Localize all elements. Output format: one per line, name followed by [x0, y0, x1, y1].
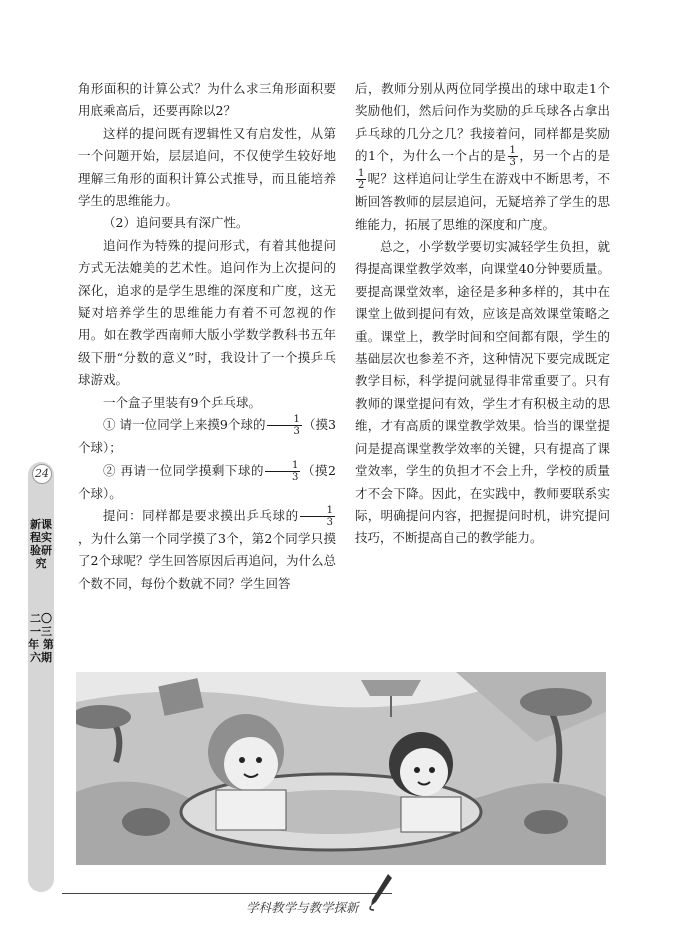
text-run: 呢？这样追问让学生在游戏中不断思考，不断回答教师的层层追问，无疑培养了学生的思维能力，拓展了思维的深度和广度。	[355, 171, 610, 232]
text-run: （摸2个球）。	[78, 462, 337, 501]
paragraph	[78, 414, 336, 459]
fraction-numerator: 1	[358, 168, 365, 180]
illustration-art	[76, 672, 606, 865]
paragraph	[355, 78, 610, 236]
page-number: 24	[32, 464, 52, 484]
text-run: 提问：同样都是要求摸出乒乓球的	[103, 507, 299, 523]
children-reading-illustration	[76, 672, 606, 865]
fraction-numerator: 1	[509, 145, 516, 157]
left-column	[78, 78, 336, 595]
fraction-one-third	[267, 414, 302, 437]
paragraph: 追问作为特殊的提问形式，有着其他提问方式无法媲美的艺术性。追问作为上次提问的深化，追求的是学生思维的深度和广度，这无疑对培养学生的思维能力有着不可忽视的作用。如在教学西南师大版小学数学教科书五年级下册“分数的意义”时，我设计了一个摸乒乓球游戏。	[78, 237, 336, 388]
fraction-one-half	[356, 168, 366, 191]
fraction-numerator: 1	[267, 414, 302, 426]
text-run: （摸3个球）；	[78, 417, 337, 456]
page-sidebar	[28, 462, 54, 892]
journal-name: 新课程实验研究	[30, 518, 52, 570]
text-run: ，另一个占的是	[518, 148, 610, 164]
paragraph: 角形面积的计算公式？为什么求三角形面积要用底乘高后，还要再除以2？	[78, 81, 336, 119]
pen-icon	[368, 872, 394, 912]
fraction-denominator: 2	[358, 180, 365, 192]
text-run: ，为什么第一个同学摸了3个，第2个同学只摸了2个球呢？学生回答原因后再追问，为什么总个数不同，每份个数就不同？学生回答	[78, 530, 336, 591]
footer-rule	[62, 893, 392, 894]
paragraph-heading: （2）追问要具有深广性。	[103, 215, 249, 231]
fraction-denominator: 3	[509, 157, 516, 169]
text-run: ① 请一位同学上来摸9个球的	[103, 417, 266, 433]
fraction-one-third	[300, 505, 335, 528]
section-title: 学科教学与教学探新	[246, 900, 359, 915]
issue-label: 二〇一三年 第六期	[28, 612, 54, 664]
right-column	[355, 78, 610, 550]
text-run: 后，教师分别从两位同学摸出的球中取走1个奖励他们，然后问作为奖励的乒乓球各占拿出乒乓球的几分之几？我接着问，同样都是奖励的1个，为什么一个占的是	[355, 81, 610, 164]
paragraph	[78, 460, 336, 505]
fraction-numerator: 1	[265, 460, 300, 472]
paragraph: 这样的提问既有逻辑性又有启发性，从第一个问题开始，层层追问，不仅使学生较好地理解三角形的面积计算公式推导，而且能培养学生的思维能力。	[78, 125, 336, 209]
text-run: ② 再请一位同学摸剩下球的	[103, 462, 265, 478]
paragraph: 一个盒子里装有9个乒乓球。	[103, 394, 261, 410]
paragraph	[78, 505, 336, 595]
fraction-denominator: 3	[326, 516, 333, 528]
paragraph: 总之，小学数学要切实减轻学生负担，就得提高课堂教学效率，向课堂40分钟要质量。要提高课堂效率，途径是多种多样的，其中在课堂上做到提问有效，应该是高效课堂策略之重。课堂上，教学时间和空间都有限，学生的基础层次也参差不齐，这种情况下要完成既定教学目标，科学提问就显得非常重要了。只有教师的课堂提问有效，学生才有积极主动的思维，才有高质的课堂教学效果。恰当的课堂提问是提高课堂教学效率的关键，只有提高了课堂效率，学生的负担才不会上升，学校的质量才不会下降。因此，在实践中，教师要联系实际，明确提问内容，把握提问时机，讲究提问技巧，不断提高自己的教学能力。	[355, 239, 610, 546]
fraction-denominator: 3	[292, 471, 299, 483]
fraction-numerator: 1	[300, 505, 335, 517]
fraction-one-third	[265, 460, 300, 483]
fraction-one-third	[508, 145, 518, 168]
fraction-denominator: 3	[293, 426, 300, 438]
